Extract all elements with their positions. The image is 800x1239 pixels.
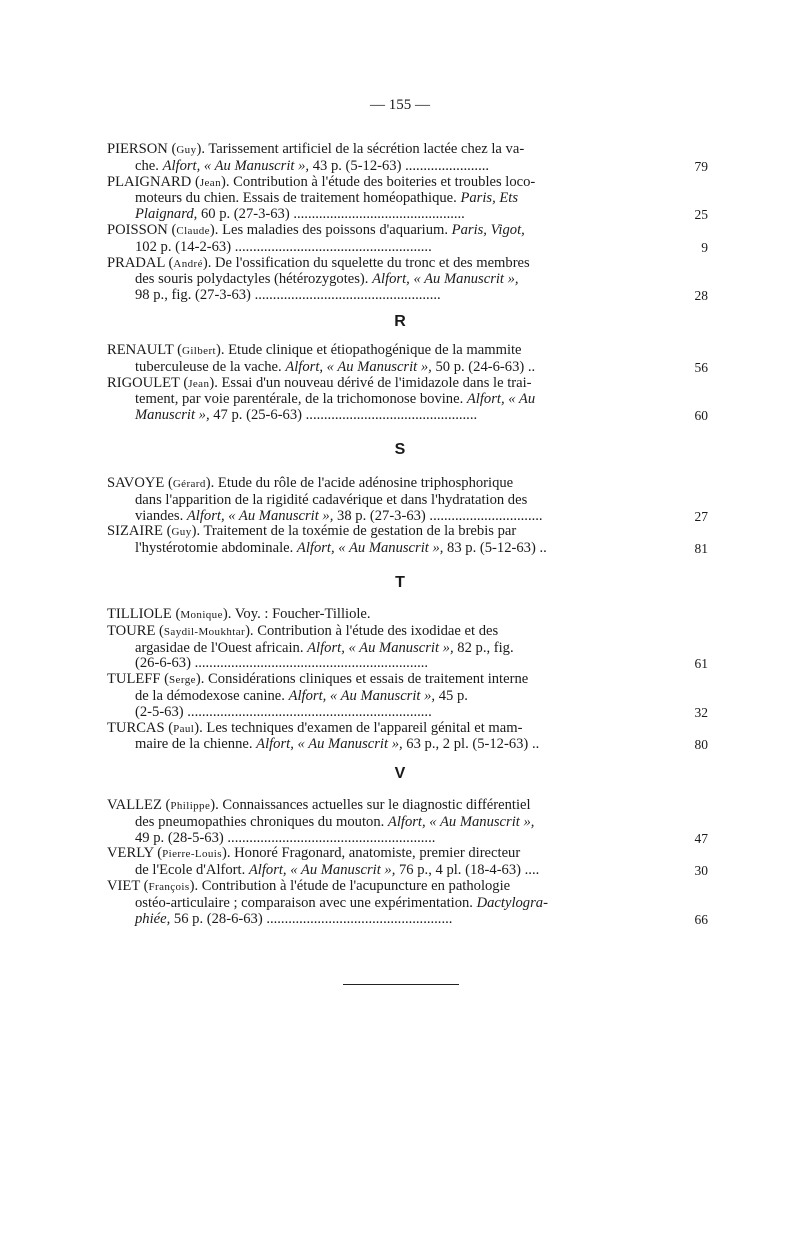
entry-line: [107, 343, 693, 360]
entry-line: [107, 240, 693, 256]
section-letter-v: V: [394, 765, 406, 782]
entry-italic-text: Alfort, « Au Manuscrit »,: [186, 508, 334, 524]
entry-text: RENAULT (: [107, 343, 182, 358]
entry-line: [107, 705, 693, 721]
entry-text: SIZAIRE (: [107, 524, 172, 540]
bibliography-entry: [107, 607, 693, 624]
entry-text: 43 p. (5-12-63) .......................: [309, 158, 490, 174]
entry-text: ). Contribution à l'étude des boiteries et troubles loco-: [221, 174, 536, 190]
entry-line: [107, 737, 693, 753]
author-first-name: Gilbert: [182, 345, 216, 357]
entry-ref-number: 30: [694, 863, 708, 879]
entry-italic-text: Alfort, « Au Manuscrit »,: [387, 814, 535, 830]
author-first-name: Saydil-Moukhtar: [163, 625, 246, 638]
entry-italic-text: Alfort, « Au Manuscrit »,: [296, 541, 444, 557]
section-r-entries: [107, 343, 708, 424]
entry-italic-text: Alfort, « Au Manuscrit »,: [288, 688, 436, 704]
entry-italic-text: Alfort, « Au: [466, 392, 536, 408]
author-first-name: Guy: [171, 526, 192, 539]
bibliography-entry: [107, 476, 708, 524]
author-first-name: Guy: [176, 144, 197, 156]
entry-text: ). Essai d'un nouveau dérivé de l'imidazole dans le trai-: [209, 375, 532, 391]
entry-text: 102 p. (14-2-63) ......................................................: [135, 239, 432, 255]
entry-italic-text: Alfort, « Au Manuscrit »,: [256, 737, 403, 753]
entry-text: ). Voy. : Foucher-Tilliole.: [222, 607, 371, 622]
entry-text: ). Contribution à l'étude des ixodidae et des: [245, 623, 499, 639]
entry-italic-text: Manuscrit »,: [135, 408, 210, 424]
entry-line: [107, 815, 693, 831]
entry-text: ). Considérations cliniques et essais de traitement interne: [195, 672, 529, 688]
entry-text: TULEFF (: [107, 672, 170, 688]
entry-line: [107, 476, 693, 493]
entry-line: [107, 524, 693, 541]
entry-italic-text: Plaignard,: [135, 207, 198, 223]
bibliography-entry: [107, 672, 708, 720]
entry-text: dans l'apparition de la rigidité cadavérique et dans l'hydratation des: [135, 492, 528, 508]
entry-text: argasidae de l'Ouest africain.: [135, 640, 308, 656]
author-first-name: André: [173, 257, 203, 270]
entry-line: [107, 846, 693, 863]
section-letter-s: S: [394, 441, 406, 458]
entry-text: VERLY (: [107, 846, 163, 862]
entry-line: [107, 159, 693, 175]
entry-line: [107, 509, 693, 525]
entry-text: ). Etude clinique et étiopathogénique de la mammite: [215, 343, 522, 358]
entry-line: [107, 207, 693, 223]
entry-text: che.: [135, 158, 163, 174]
bibliography-entry: [107, 720, 708, 754]
section-v-entries: [107, 798, 708, 927]
author-first-name: Paul: [173, 722, 195, 735]
entry-line: [107, 672, 693, 689]
entry-text: de l'Ecole d'Alfort.: [135, 863, 249, 879]
entry-text: 82 p., fig.: [453, 640, 514, 656]
entry-line: [107, 288, 693, 304]
entry-text: 50 p. (24-6-63) ..: [431, 359, 536, 375]
entry-text: ). Etude du rôle de l'acide adénosine triphosphorique: [205, 476, 514, 491]
entry-text: 49 p. (28-5-63) .........................................................: [135, 830, 436, 846]
entry-line: [107, 142, 693, 159]
entry-ref-number: 27: [694, 508, 708, 524]
entry-line: [107, 360, 693, 376]
entry-line: [107, 607, 693, 624]
author-first-name: Gérard: [172, 478, 206, 490]
entry-line: [107, 272, 693, 288]
page-number: — 155 —: [370, 97, 430, 113]
entry-ref-number: 61: [694, 656, 708, 672]
entry-italic-text: Alfort, « Au Manuscrit »,: [372, 272, 519, 288]
entry-line: [107, 689, 693, 705]
entry-text: tuberculeuse de la vache.: [135, 359, 286, 375]
entry-line: [107, 641, 693, 657]
entry-line: [107, 879, 693, 896]
author-first-name: Monique: [180, 609, 223, 621]
entry-text: de la démodexose canine.: [135, 688, 289, 704]
entry-text: viandes.: [135, 508, 187, 524]
entry-text: VALLEZ (: [107, 798, 171, 813]
entry-italic-text: Alfort, « Au Manuscrit »,: [285, 359, 432, 375]
entry-line: [107, 493, 693, 509]
entry-italic-text: phiée,: [135, 911, 171, 927]
author-first-name: Pierre-Louis: [162, 848, 222, 861]
section-letter-t: T: [395, 574, 405, 591]
entry-ref-number: 9: [701, 239, 708, 255]
entry-italic-text: Paris, Vigot,: [451, 222, 525, 238]
entry-text: TILLIOLE (: [107, 607, 181, 622]
bibliography-entry: [107, 174, 708, 223]
entry-text: ). Contribution à l'étude de l'acupuncture en pathologie: [189, 878, 511, 894]
author-first-name: Philippe: [170, 800, 211, 812]
entry-ref-number: 66: [694, 911, 708, 927]
entry-line: [107, 376, 693, 393]
entry-line: [107, 541, 693, 557]
entry-italic-text: Alfort, « Au Manuscrit »,: [307, 640, 454, 656]
entry-line: [107, 256, 693, 273]
entry-text: 63 p., 2 pl. (5-12-63) ..: [402, 737, 540, 753]
section-s-entries: [107, 476, 708, 557]
bibliography-entry: [107, 222, 708, 256]
entry-text: ). Connaissances actuelles sur le diagnostic différentiel: [210, 798, 531, 813]
entry-ref-number: 25: [694, 207, 708, 223]
entry-text: 47 p. (25-6-63) ...............................................: [209, 408, 478, 424]
entry-text: 76 p., 4 pl. (18-4-63) ....: [395, 863, 540, 879]
entry-text: des souris polydactyles (hétérozygotes).: [135, 272, 373, 288]
entry-ref-number: 47: [694, 830, 708, 846]
entry-text: PRADAL (: [107, 255, 174, 271]
entry-text: TURCAS (: [107, 720, 174, 736]
bibliography-entry: [107, 524, 708, 557]
entry-line: [107, 896, 693, 912]
bibliography-entry: [107, 255, 708, 304]
bibliography-entry: [107, 798, 708, 846]
entry-text: 38 p. (27-3-63) ...............................: [333, 508, 543, 524]
author-first-name: François: [148, 880, 190, 893]
entry-ref-number: 60: [694, 408, 708, 424]
entry-text: ostéo-articulaire ; comparaison avec une expérimentation.: [135, 895, 477, 911]
entry-line: [107, 392, 693, 408]
entry-line: [107, 798, 693, 815]
bibliography-entry: [107, 343, 708, 376]
section-letter-r: R: [394, 313, 406, 330]
entry-italic-text: Dactylogra-: [476, 895, 548, 911]
entry-line: [107, 831, 693, 847]
section-p-entries: [107, 142, 708, 304]
entry-text: ). Les techniques d'examen de l'appareil génital et mam-: [194, 720, 523, 736]
entry-text: l'hystérotomie abdominale.: [135, 541, 297, 557]
bibliography-entry: [107, 846, 708, 879]
entry-text: (2-5-63) ...................................................................: [135, 704, 432, 720]
entry-text: 98 p., fig. (27-3-63) ...................................................: [135, 288, 441, 304]
entry-text: tement, par voie parentérale, de la trichomonose bovine.: [135, 392, 467, 408]
entry-text: ). Traitement de la toxémie de gestation de la brebis par: [191, 524, 517, 540]
entry-ref-number: 28: [694, 288, 708, 304]
entry-ref-number: 80: [694, 737, 708, 753]
section-t-entries: [107, 607, 708, 753]
entry-text: 60 p. (27-3-63) ...............................................: [197, 207, 465, 223]
entry-text: des pneumopathies chroniques du mouton.: [135, 814, 388, 830]
entry-line: [107, 863, 693, 879]
entry-text: moteurs du chien. Essais de traitement homéopathique.: [135, 191, 461, 207]
bibliography-entry: [107, 878, 708, 927]
entry-text: 45 p.: [435, 688, 468, 704]
entry-text: TOURE (: [107, 623, 164, 639]
entry-text: POISSON (: [107, 222, 177, 238]
entry-line: [107, 408, 693, 424]
entry-text: 83 p. (5-12-63) ..: [443, 541, 547, 557]
bibliography-entry: [107, 623, 708, 672]
entry-text: ). Les maladies des poissons d'aquarium.: [209, 222, 452, 238]
entry-text: ). De l'ossification du squelette du tronc et des membres: [202, 255, 530, 271]
author-first-name: Serge: [169, 674, 196, 687]
entry-line: [107, 175, 693, 192]
entry-text: (26-6-63) ................................................................: [135, 656, 429, 672]
bibliography-entry: [107, 375, 708, 424]
entry-text: PLAIGNARD (: [107, 174, 200, 190]
entry-line: [107, 191, 693, 207]
entry-line: [107, 912, 693, 928]
entry-text: VIET (: [107, 878, 149, 894]
entry-text: ). Tarissement artificiel de la sécrétion lactée chez la va-: [196, 142, 525, 157]
entry-ref-number: 79: [694, 158, 708, 174]
entry-text: PIERSON (: [107, 142, 177, 157]
bibliography-entry: [107, 142, 708, 175]
author-first-name: Jean: [188, 377, 210, 390]
entry-text: maire de la chienne.: [135, 737, 257, 753]
entry-ref-number: 81: [694, 541, 708, 557]
author-first-name: Claude: [176, 224, 210, 237]
entry-line: [107, 223, 693, 240]
end-rule: [343, 984, 459, 985]
entry-ref-number: 56: [694, 359, 708, 375]
entry-line: [107, 721, 693, 738]
entry-line: [107, 656, 693, 672]
author-first-name: Jean: [199, 176, 221, 189]
entry-text: 56 p. (28-6-63) ...................................................: [170, 911, 453, 927]
entry-italic-text: Alfort, « Au Manuscrit »,: [162, 158, 310, 174]
entry-ref-number: 32: [694, 704, 708, 720]
entry-italic-text: Alfort, « Au Manuscrit »,: [248, 863, 396, 879]
entry-line: [107, 624, 693, 641]
entry-text: SAVOYE (: [107, 476, 173, 491]
entry-text: RIGOULET (: [107, 375, 189, 391]
entry-text: ). Honoré Fragonard, anatomiste, premier directeur: [221, 846, 521, 862]
entry-italic-text: Paris, Ets: [460, 191, 519, 207]
